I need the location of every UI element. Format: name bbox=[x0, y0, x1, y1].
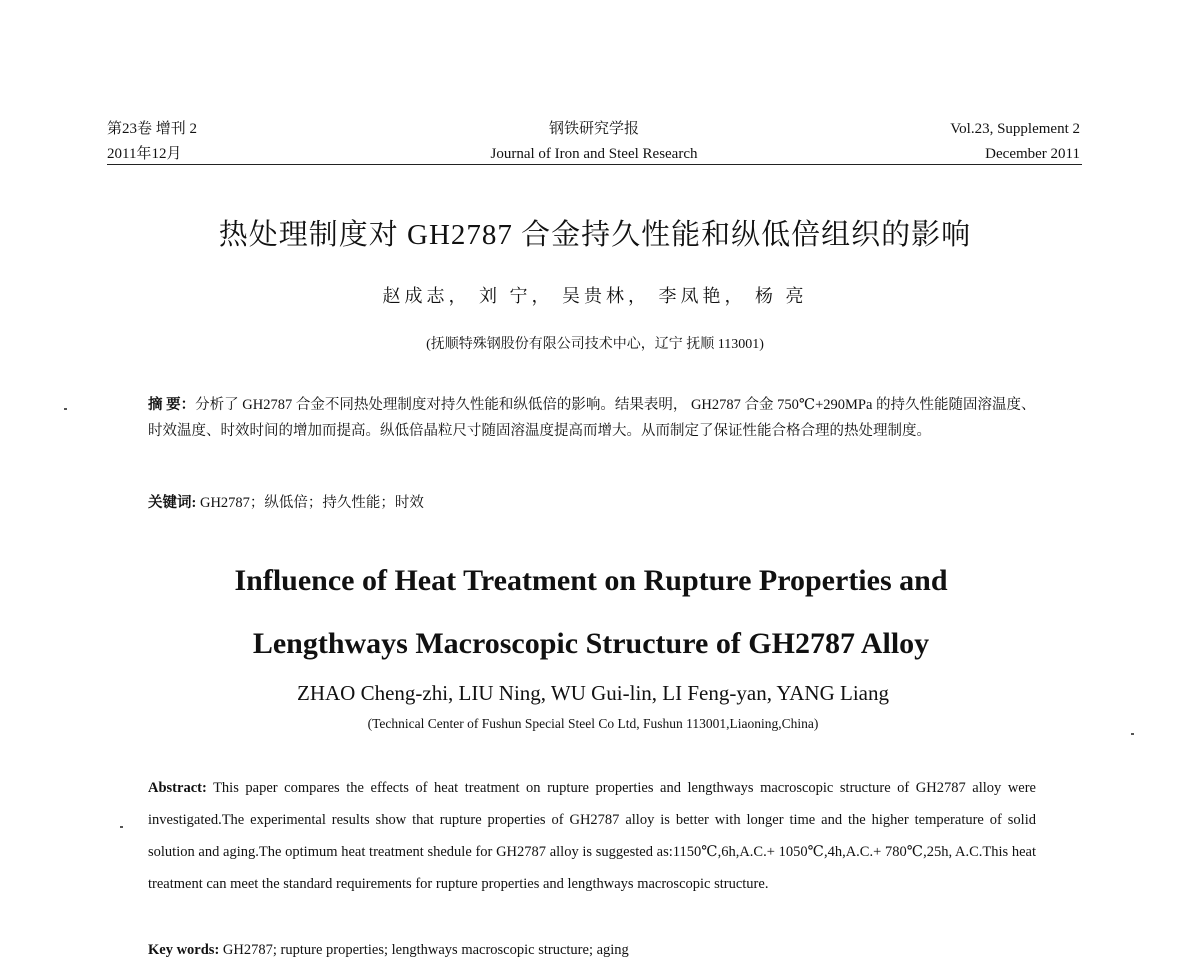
english-abstract-text: This paper compares the effects of heat treatment on rupture properties and lengthways macroscopic structure of GH2787 alloy were investigated.The experimental results show that rupture properties of GH2787 alloy is better with longer time and the higher temperature of solid solution and aging.The optimum heat treatment shedule for GH2787 alloy is suggested as:1150℃,6h,A.C.+ 1050℃,4h,A.C.+ 780℃,25h, A.C.This heat treatment can meet the standard requirements for rupture properties and lengthways macroscopic structure. bbox=[148, 780, 1036, 892]
english-abstract-label: Abstract: bbox=[148, 780, 207, 796]
journal-name-cn: 钢铁研究学报 bbox=[548, 121, 639, 137]
english-keywords-label: Key words: bbox=[148, 942, 220, 958]
chinese-abstract-text: 分析了 GH2787 合金不同热处理制度对持久性能和纵低倍的影响。结果表明， GH2787 合金 750℃+290MPa 的持久性能随固溶温度、时效温度、时效时间的增加而提高。纵低倍晶粒尺寸随固溶温度提高而增大。从而制定了保证性能合格合理的热处理制度。 bbox=[148, 397, 1036, 439]
journal-name-en: Journal of Iron and Steel Research bbox=[490, 146, 698, 162]
chinese-authors: 赵成志， 刘 宁， 吴贵林， 李凤艳， 杨 亮 bbox=[382, 286, 808, 306]
volume-issue: 第23卷 增刊 2 bbox=[107, 121, 198, 137]
header-rule bbox=[107, 164, 1082, 165]
scan-speck bbox=[120, 826, 123, 828]
english-title-line2: Lengthways Macroscopic Structure of GH2787 Alloy bbox=[252, 627, 930, 660]
scan-speck bbox=[1131, 733, 1134, 735]
chinese-affiliation: (抚顺特殊钢股份有限公司技术中心，辽宁 抚顺 113001) bbox=[426, 337, 764, 352]
chinese-abstract-label: 摘 要： bbox=[148, 397, 196, 413]
scan-speck bbox=[64, 408, 67, 410]
publication-date-cn: 2011年12月 bbox=[107, 146, 182, 162]
english-affiliation: (Technical Center of Fushun Special Steel Co Ltd, Fushun 113001,Liaoning,China) bbox=[367, 716, 819, 731]
english-authors: ZHAO Cheng-zhi, LIU Ning, WU Gui-lin, LI Feng-yan, YANG Liang bbox=[297, 681, 889, 705]
english-title-line1: Influence of Heat Treatment on Rupture Properties and bbox=[234, 564, 948, 597]
chinese-abstract bbox=[148, 392, 1040, 444]
publication-date-en: December 2011 bbox=[985, 146, 1080, 162]
english-keywords bbox=[148, 934, 1036, 966]
chinese-keywords bbox=[148, 490, 1040, 516]
chinese-title: 热处理制度对 GH2787 合金持久性能和纵低倍组织的影响 bbox=[218, 219, 972, 251]
chinese-keywords-text: GH2787；纵低倍；持久性能；时效 bbox=[196, 495, 424, 511]
volume-supplement-en: Vol.23, Supplement 2 bbox=[950, 121, 1080, 137]
chinese-keywords-label: 关键词: bbox=[148, 495, 197, 511]
english-keywords-text: GH2787; rupture properties; lengthways macroscopic structure; aging bbox=[219, 942, 629, 958]
english-abstract bbox=[148, 772, 1036, 900]
